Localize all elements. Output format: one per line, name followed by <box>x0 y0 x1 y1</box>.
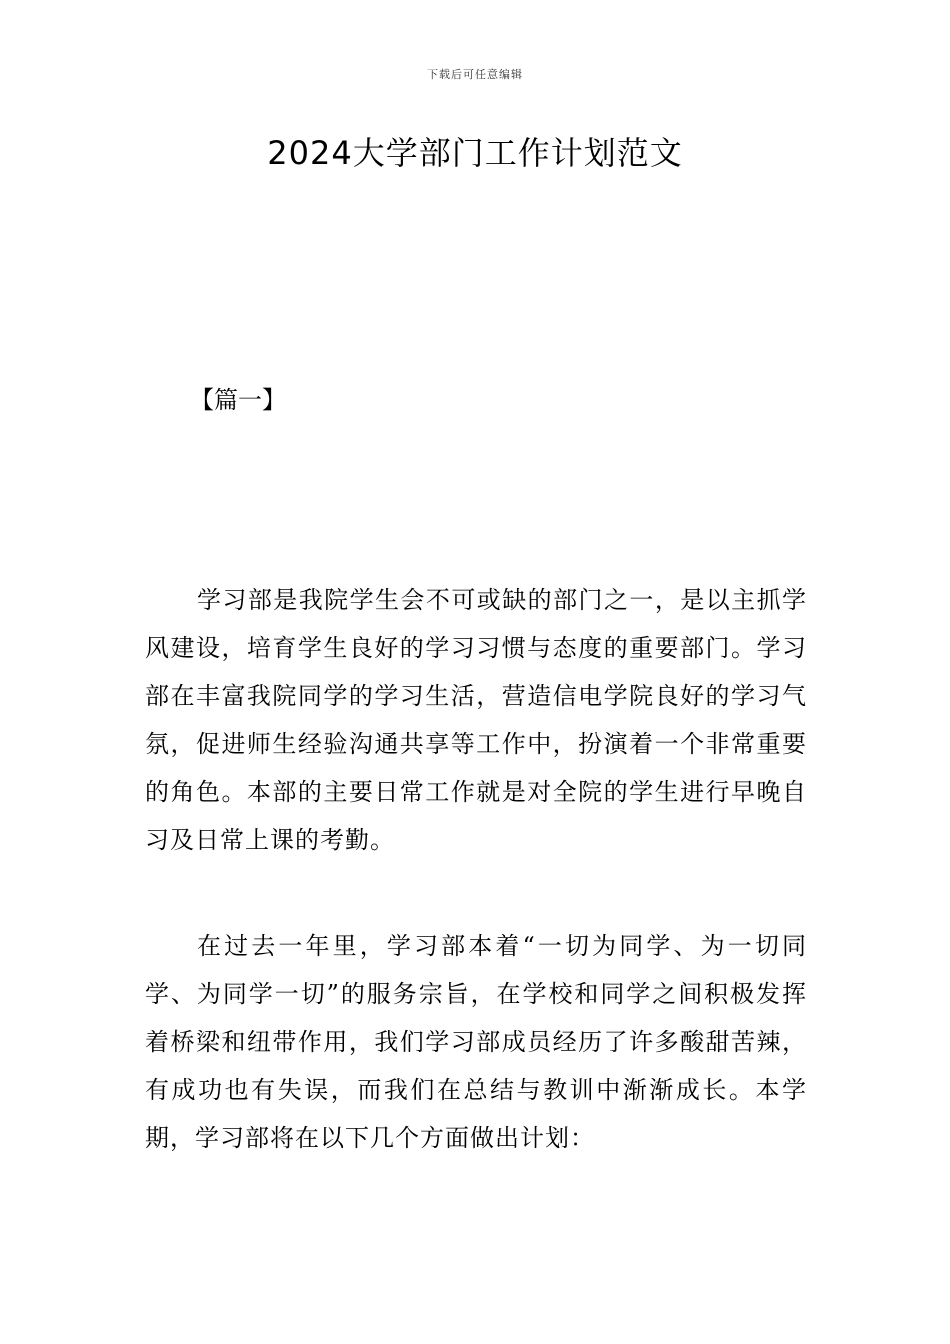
paragraph-1: 学习部是我院学生会不可或缺的部门之一，是以主抓学风建设，培育学生良好的学习习惯与态度的重要部门。学习部在丰富我院同学的学习生活，营造信电学院良好的学习气氛，促进师生经验沟通共享等工作中，扮演着一个非常重要的角色。本部的主要日常工作就是对全院的学生进行早晚自习及日常上课的考勤。 <box>145 586 807 854</box>
section-label: 【篇一】 <box>190 386 286 414</box>
document-title: 2024大学部门工作计划范文 <box>267 134 683 172</box>
paragraph-2: 在过去一年里，学习部本着“一切为同学、为一切同学、为同学一切”的服务宗旨，在学校和同学之间积极发挥着桥梁和纽带作用，我们学习部成员经历了许多酸甜苦辣，有成功也有失误，而我们在总结与教训中渐渐成长。本学期，学习部将在以下几个方面做出计划： <box>145 932 807 1152</box>
header-note: 下载后可任意编辑 <box>427 68 523 81</box>
